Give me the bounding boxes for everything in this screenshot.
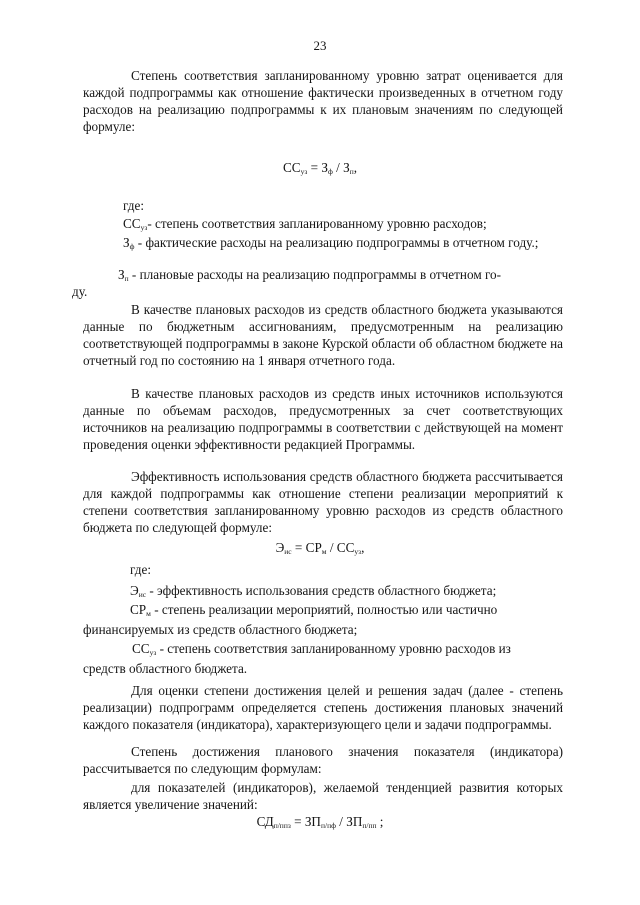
paragraph-text: В качестве плановых расходов из средств областного бюджета указываются данные по бюджетным ассигнованиям, предусмотренным на реализацию соответствующей подпрограммы в законе Курской области об областном бюджете на отчетный год по состоянию на 1 января отчетного года. xyxy=(83,302,563,368)
definition-z-f: $З_ф$ - фактические расходы на реализацию подпрограммы в отчетном году.; xyxy=(123,235,539,251)
definition-sr-m-continued: финансируемых из средств областного бюджета; xyxy=(83,622,358,637)
paragraph-goal-achievement xyxy=(83,683,563,734)
paragraph-other-sources-plan xyxy=(83,386,563,454)
paragraph-text: для показателей (индикаторов), желаемой тенденцией развития которых является увеличение значений: xyxy=(83,780,563,812)
page-number: 23 xyxy=(313,38,327,53)
paragraph-text: В качестве плановых расходов из средств иных источников используются данные по объемам расходов, предусмотренных за счет соответствующих источников на реализацию подпрограммы в соответствии с действующей на момент проведения оценки эффективности редакцией Программы. xyxy=(83,386,563,452)
paragraph-increasing-indicators xyxy=(83,780,563,814)
paragraph-text: Степень достижения планового значения показателя (индикатора) рассчитывается по следующим формулам: xyxy=(83,744,563,776)
paragraph-indicator-formulas xyxy=(83,744,563,778)
definition-ss-uz-budget-continued: средств областного бюджета. xyxy=(83,661,248,676)
definition-z-p-continued: ду. xyxy=(72,284,88,299)
paragraph-text: Эффективность использования средств областного бюджета рассчитывается для каждой подпрограммы как отношение степени реализации мероприятий к степени соответствия запланированному уровню расходов из средств областного бюджета по следующей формуле: xyxy=(83,469,563,535)
definition-sr-m: $СР_м$ - степень реализации мероприятий, полностью или частично xyxy=(130,602,498,618)
paragraph-regional-budget-plan xyxy=(83,302,563,370)
definition-ss-uz: $СС_{уз}-$ степень соответствия запланированному уровню расходов; xyxy=(123,216,487,232)
definition-ss-uz-budget: $СС_{уз}$ - степень соответствия запланированному уровню расходов из xyxy=(132,641,511,657)
paragraph-efficiency xyxy=(83,469,563,537)
paragraph-cost-conformity xyxy=(83,68,563,136)
formula-indicator-achievement: $СД_{п/ппз} = ЗП_{п/пф} / ЗП_{п/пп}$ ; xyxy=(256,814,384,830)
paragraph-text: Степень соответствия запланированному уровню затрат оценивается для каждой подпрограммы как отношение фактически произведенных в отчетном году расходов на реализацию подпрограммы к их плановым значениям по следующей формуле: xyxy=(83,68,563,134)
formula-cost-conformity: $СС_{уз} = З_ф / З_п$, xyxy=(282,160,357,176)
paragraph-text: Для оценки степени достижения целей и решения задач (далее - степень реализации) подпрограмм определяется степень достижения плановых значений каждого показателя (индикатора), характеризующего цели и задачи подпрограммы. xyxy=(83,683,563,732)
where-label: где: xyxy=(130,562,151,577)
where-label: где: xyxy=(123,198,144,213)
definition-z-p: $З_п$ - плановые расходы на реализацию подпрограммы в отчетном го- xyxy=(118,267,502,283)
formula-efficiency: $Э_{ис} = СР_м / СС_{уз}$, xyxy=(275,540,365,556)
definition-e-is: $Э_{ис}$ - эффективность использования средств областного бюджета; xyxy=(130,583,497,599)
